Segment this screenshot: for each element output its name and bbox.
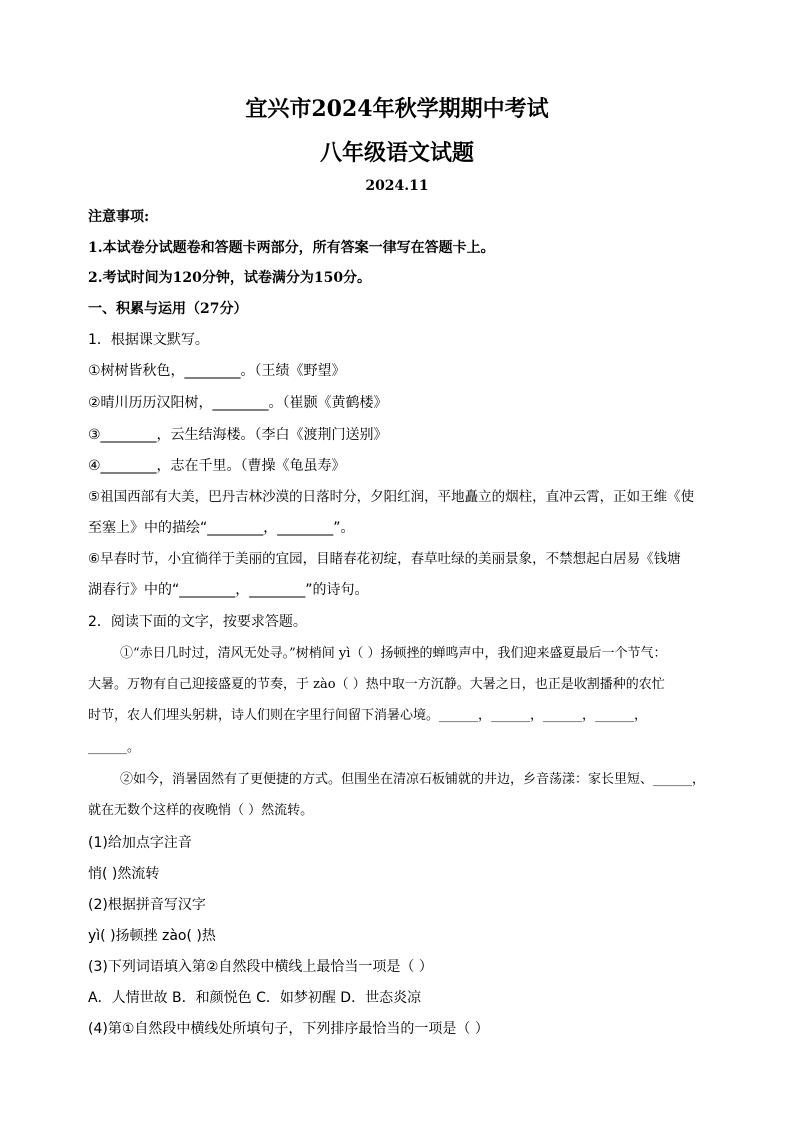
exam-subtitle: 八年级语文试题 (319, 140, 474, 166)
passage-line: 大暑。万物有自己迎接盛夏的节奏，于 zào（ ）热中取一方沉静。大暑之日，也正是收割播种的农忙 (88, 677, 665, 692)
question-1-item: ①树树皆秋色，________。（王绩《野望》 (88, 363, 346, 379)
exam-title: 宜兴市2024年秋学期期中考试 (245, 96, 549, 122)
question-1-item: ②晴川历历汉阳树，________。（崔颢《黄鹤楼》 (88, 395, 388, 411)
passage-line: 就在无数个这样的夜晚悄（ ）然流转。 (88, 803, 314, 818)
passage-line: ②如今，消暑固然有了更便捷的方式。但围坐在清凉石板铺就的井边，乡音荡漾：家长里短、______， (120, 772, 706, 787)
notes-item-2: 2.考试时间为120分钟，试卷满分为150分。 (88, 270, 372, 286)
passage-line: ______。 (88, 740, 141, 755)
question-1-item: ④________，志在千里。（曹操《龟虽寿》 (88, 458, 346, 474)
question-1-item: 至塞上》中的描绘“________，________”。 (88, 520, 355, 536)
notes-item-1: 1.本试卷分试题卷和答题卡两部分，所有答案一律写在答题卡上。 (88, 240, 495, 256)
notes-heading: 注意事项: (88, 209, 150, 225)
question-1-stem: 1．根据课文默写。 (88, 332, 209, 348)
exam-date: 2024.11 (365, 178, 429, 194)
passage-line: ①“赤日几时过，清风无处寻。”树梢间 yì（ ）扬顿挫的蝉鸣声中，我们迎来盛夏最后一个节气： (120, 646, 667, 661)
question-2-stem: 2．阅读下面的文字，按要求答题。 (88, 614, 307, 630)
sub-question: (3)下列词语填入第②自然段中横线上最恰当一项是（ ） (88, 959, 433, 975)
question-1-item: ⑥早春时节，小宜徜徉于美丽的宜园，目睹春花初绽，春草吐绿的美丽景象，不禁想起白居易《钱塘 (88, 551, 681, 567)
question-1-item: ⑤祖国西部有大美，巴丹吉林沙漠的日落时分，夕阳红润，平地矗立的烟柱，直冲云霄，正如王维《使 (88, 489, 695, 505)
sub-question-line: yì( )扬顿挫 zào( )热 (88, 928, 216, 944)
answer-options: A．人情世故 B．和颜悦色 C．如梦初醒 D．世态炎凉 (88, 990, 422, 1006)
passage-line: 时节，农人们埋头躬耕，诗人们则在字里行间留下消暑心境。______，______，______，______， (88, 708, 648, 723)
question-1-item: ③________，云生结海楼。（李白《渡荆门送别》 (88, 427, 388, 443)
sub-question-line: 悄( )然流转 (88, 866, 160, 882)
sub-question: (1)给加点字注音 (88, 835, 192, 851)
question-1-item: 湖春行》中的“________，________”的诗句。 (88, 582, 369, 598)
section-title: 一、积累与运用（27分） (88, 301, 248, 317)
sub-question: (4)第①自然段中横线处所填句子，下列排序最恰当的一项是（ ） (88, 1021, 489, 1037)
sub-question: (2)根据拼音写汉字 (88, 897, 206, 913)
